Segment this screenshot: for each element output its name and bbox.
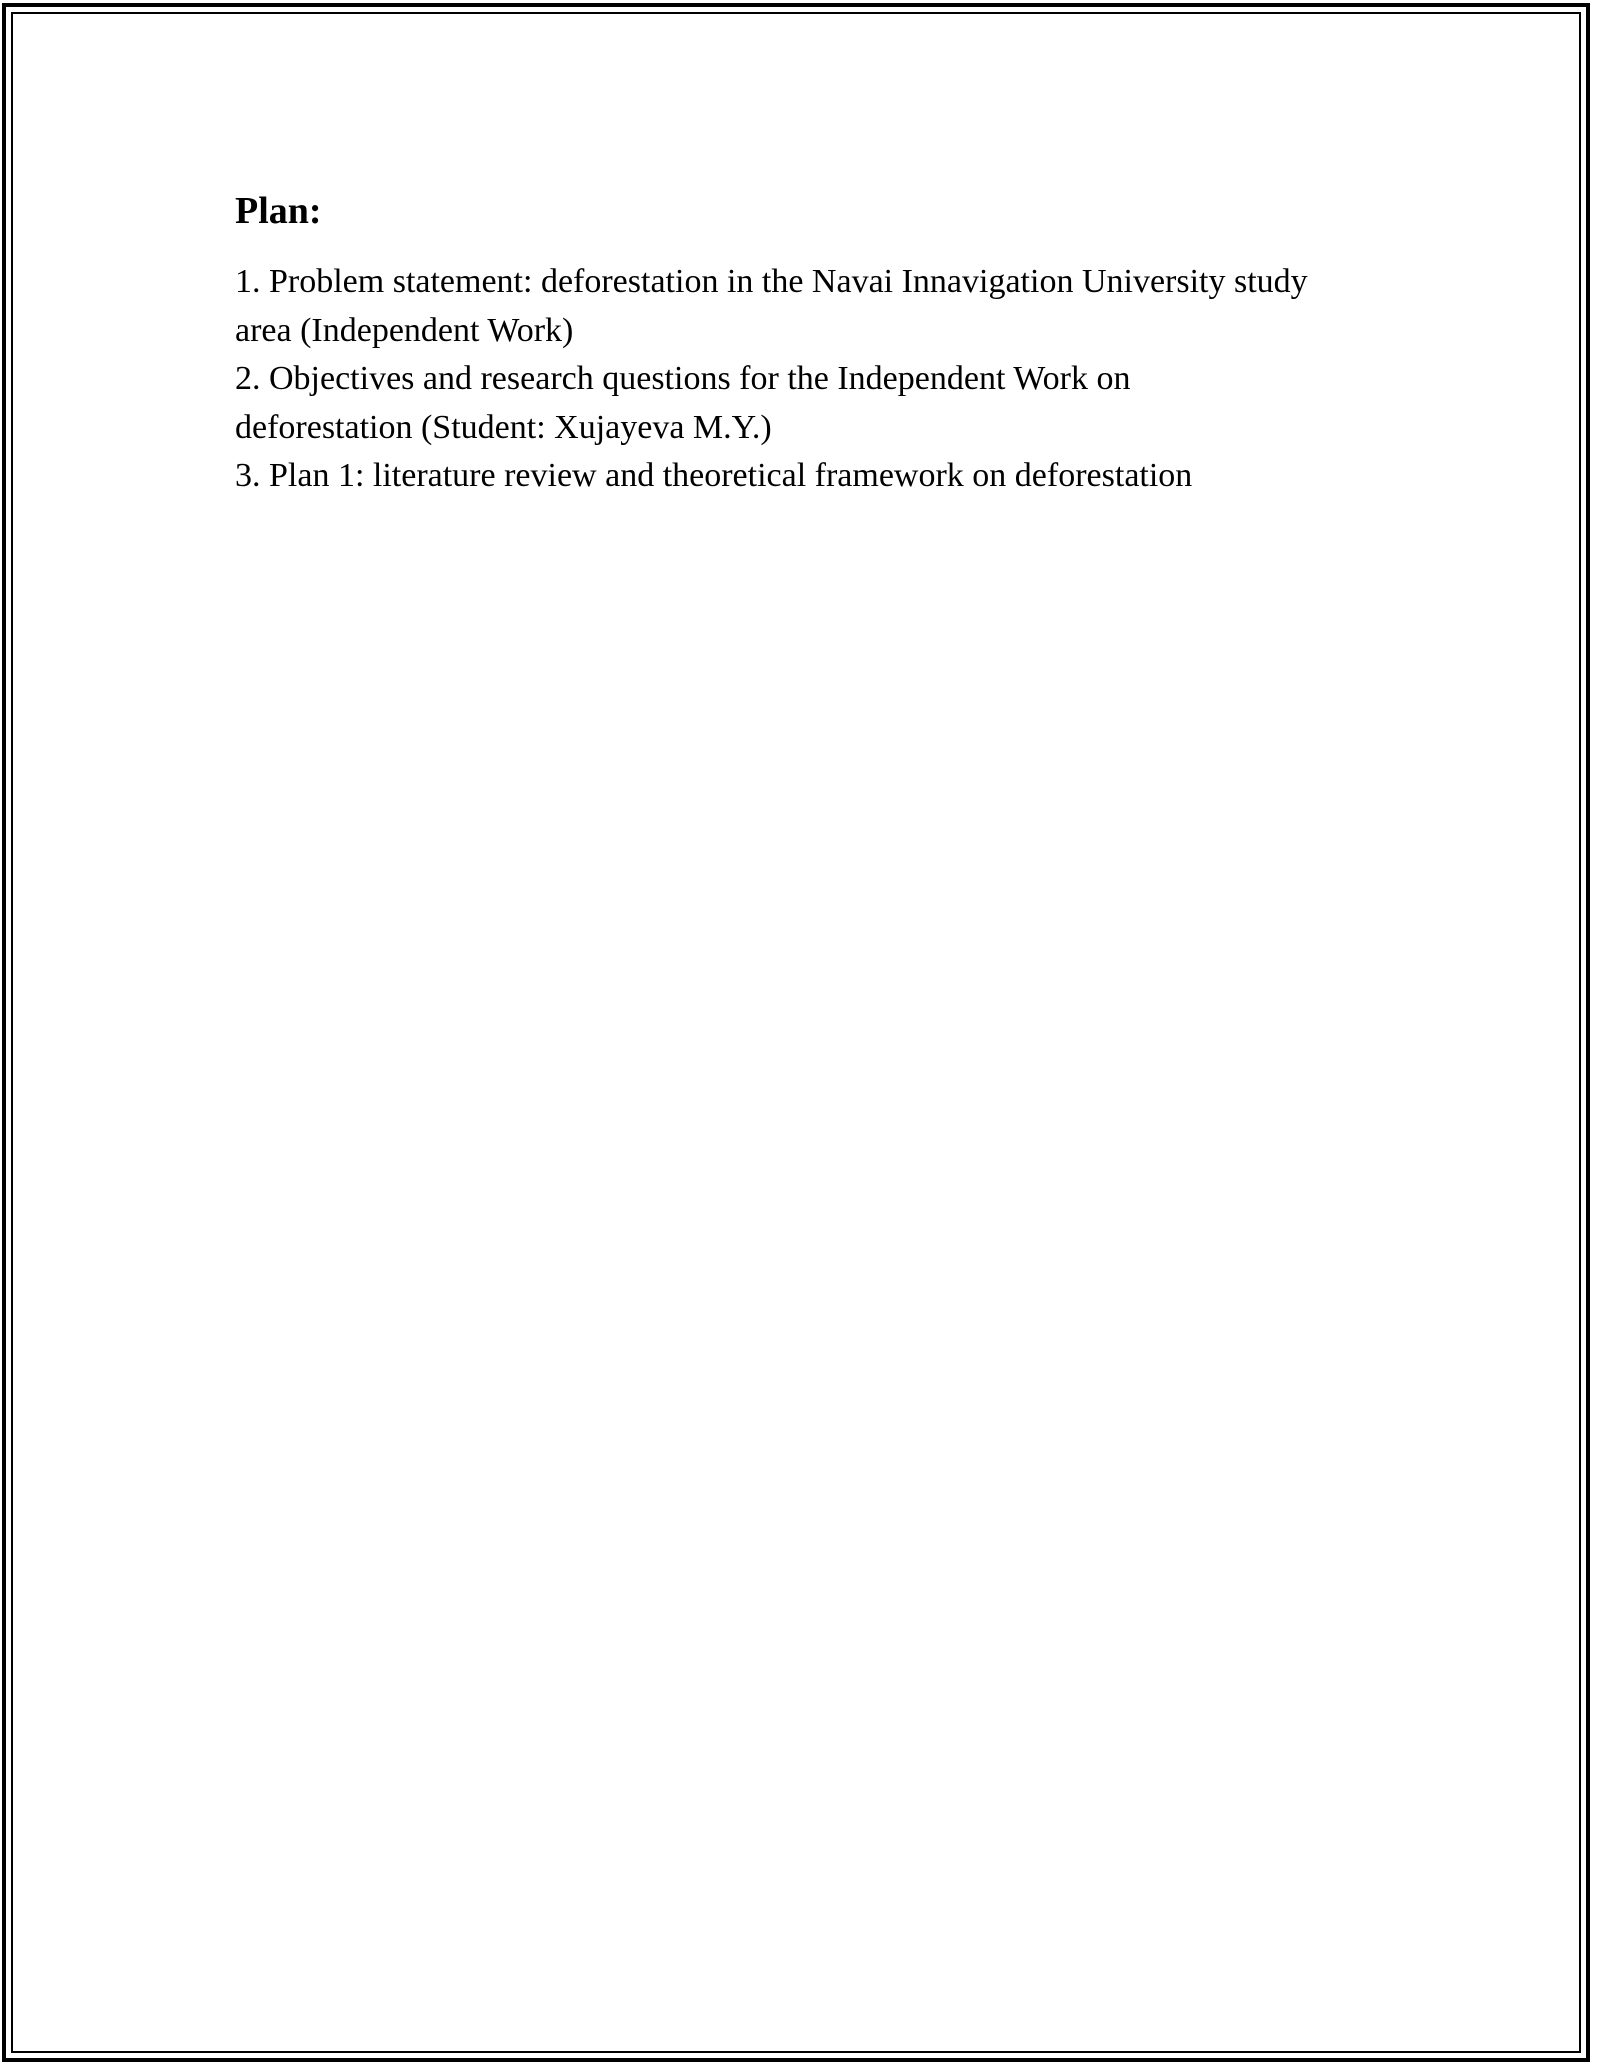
plan-item: 1. Problem statement: deforestation in the Navai Innavigation University study area (Independent Work) <box>235 263 1308 349</box>
plan-item: 3. Plan 1: literature review and theoretical framework on deforestation <box>235 457 1193 494</box>
document-title: Plan: <box>235 190 322 232</box>
plan-list <box>235 258 1355 501</box>
plan-item: 2. Objectives and research questions for the Independent Work on deforestation (Student: Xujayeva M.Y.) <box>235 360 1131 446</box>
document-content <box>235 186 1355 501</box>
